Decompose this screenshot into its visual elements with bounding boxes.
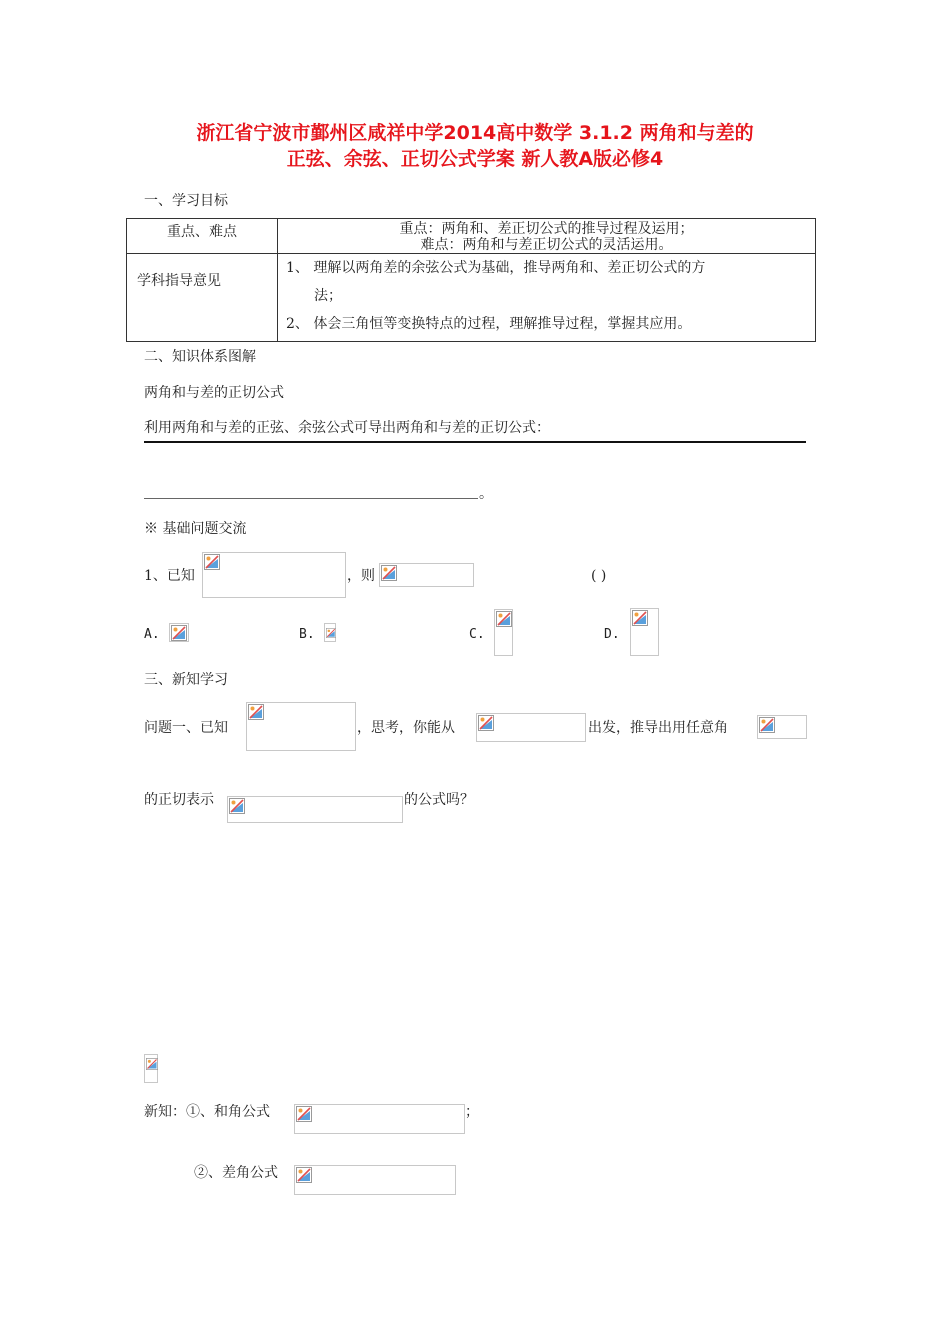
broken-image-icon <box>632 610 648 626</box>
fill-blank-line <box>144 498 478 499</box>
formula-image <box>144 1054 158 1083</box>
broken-image-icon <box>296 1167 312 1183</box>
new-knowledge-diff: ②、差角公式 <box>194 1165 278 1181</box>
broken-image-icon <box>171 625 187 641</box>
doc-title-line1: 浙江省宁波市鄞州区咸祥中学2014高中数学 3.1.2 两角和与差的 <box>196 122 754 144</box>
q1-mid: ，则 <box>347 568 375 584</box>
table-row <box>127 219 816 254</box>
guidance-item-2: 2、 体会三角恒等变换特点的过程，理解推导过程，掌握其应用。 <box>286 316 692 332</box>
doc-title-line2: 正弦、余弦、正切公式学案 新人教A版必修4 <box>286 148 664 170</box>
key-point-line: 重点：两角和、差正切公式的推导过程及运用； <box>399 221 694 237</box>
sum-semicolon: ； <box>465 1104 479 1120</box>
option-b-image <box>324 623 336 642</box>
q1-prefix: 1、已知 <box>144 568 195 584</box>
difficulty-line: 难点：两角和与差正切公式的灵活运用。 <box>420 237 673 253</box>
broken-image-icon <box>229 798 245 814</box>
formula-image <box>227 796 403 823</box>
problem1-line2-end: 的公式吗？ <box>404 792 474 808</box>
option-c-image <box>494 609 513 656</box>
blank-end-period: 。 <box>479 486 493 502</box>
problem1-mid: ，思考，你能从 <box>357 720 455 736</box>
broken-image-icon <box>204 554 220 570</box>
goals-table <box>126 218 816 342</box>
divider-line <box>144 441 806 443</box>
guidance-item-1-cont: 法； <box>314 288 342 304</box>
broken-image-icon <box>381 565 397 581</box>
problem1-line2-prefix: 的正切表示 <box>144 792 214 808</box>
broken-image-icon <box>146 1056 158 1072</box>
formula-image <box>379 563 474 587</box>
option-b-label: B. <box>299 627 315 642</box>
option-d-label: D. <box>604 627 620 642</box>
row-label-key-points: 重点、难点 <box>127 219 278 254</box>
key-points-cell <box>278 219 816 254</box>
formula-image <box>476 713 586 742</box>
table-row <box>127 254 816 342</box>
guidance-cell <box>278 254 816 342</box>
subheading-tangent: 两角和与差的正切公式 <box>144 385 284 401</box>
section-heading-basic: ※ 基础问题交流 <box>144 521 247 537</box>
option-a-label: A. <box>144 627 160 642</box>
option-a-image <box>169 623 189 642</box>
section-heading-goals: 一、学习目标 <box>144 193 228 209</box>
option-c-label: C. <box>469 627 485 642</box>
broken-image-icon <box>326 625 336 641</box>
broken-image-icon <box>248 704 264 720</box>
answer-paren: ( ) <box>591 568 607 584</box>
problem1-end: 出发，推导出用任意角 <box>588 720 728 736</box>
statement-derive: 利用两角和与差的正弦、余弦公式可导出两角和与差的正切公式： <box>144 420 550 436</box>
section-heading-knowledge: 二、知识体系图解 <box>144 349 256 365</box>
row-label-guidance: 学科指导意见 <box>127 254 278 342</box>
formula-image <box>757 715 807 739</box>
sum-formula-image <box>294 1104 465 1134</box>
broken-image-icon <box>496 611 512 627</box>
section-heading-new: 三、新知学习 <box>144 672 228 688</box>
formula-image <box>246 702 356 751</box>
broken-image-icon <box>759 717 775 733</box>
formula-image <box>202 552 346 598</box>
problem1-prefix: 问题一、已知 <box>144 720 228 736</box>
diff-formula-image <box>294 1165 456 1195</box>
new-knowledge-sum: 新知：①、和角公式 <box>144 1104 270 1120</box>
broken-image-icon <box>296 1106 312 1122</box>
broken-image-icon <box>478 715 494 731</box>
option-d-image <box>630 608 659 656</box>
guidance-item-1: 1、 理解以两角差的余弦公式为基础，推导两角和、差正切公式的方 <box>286 260 706 276</box>
